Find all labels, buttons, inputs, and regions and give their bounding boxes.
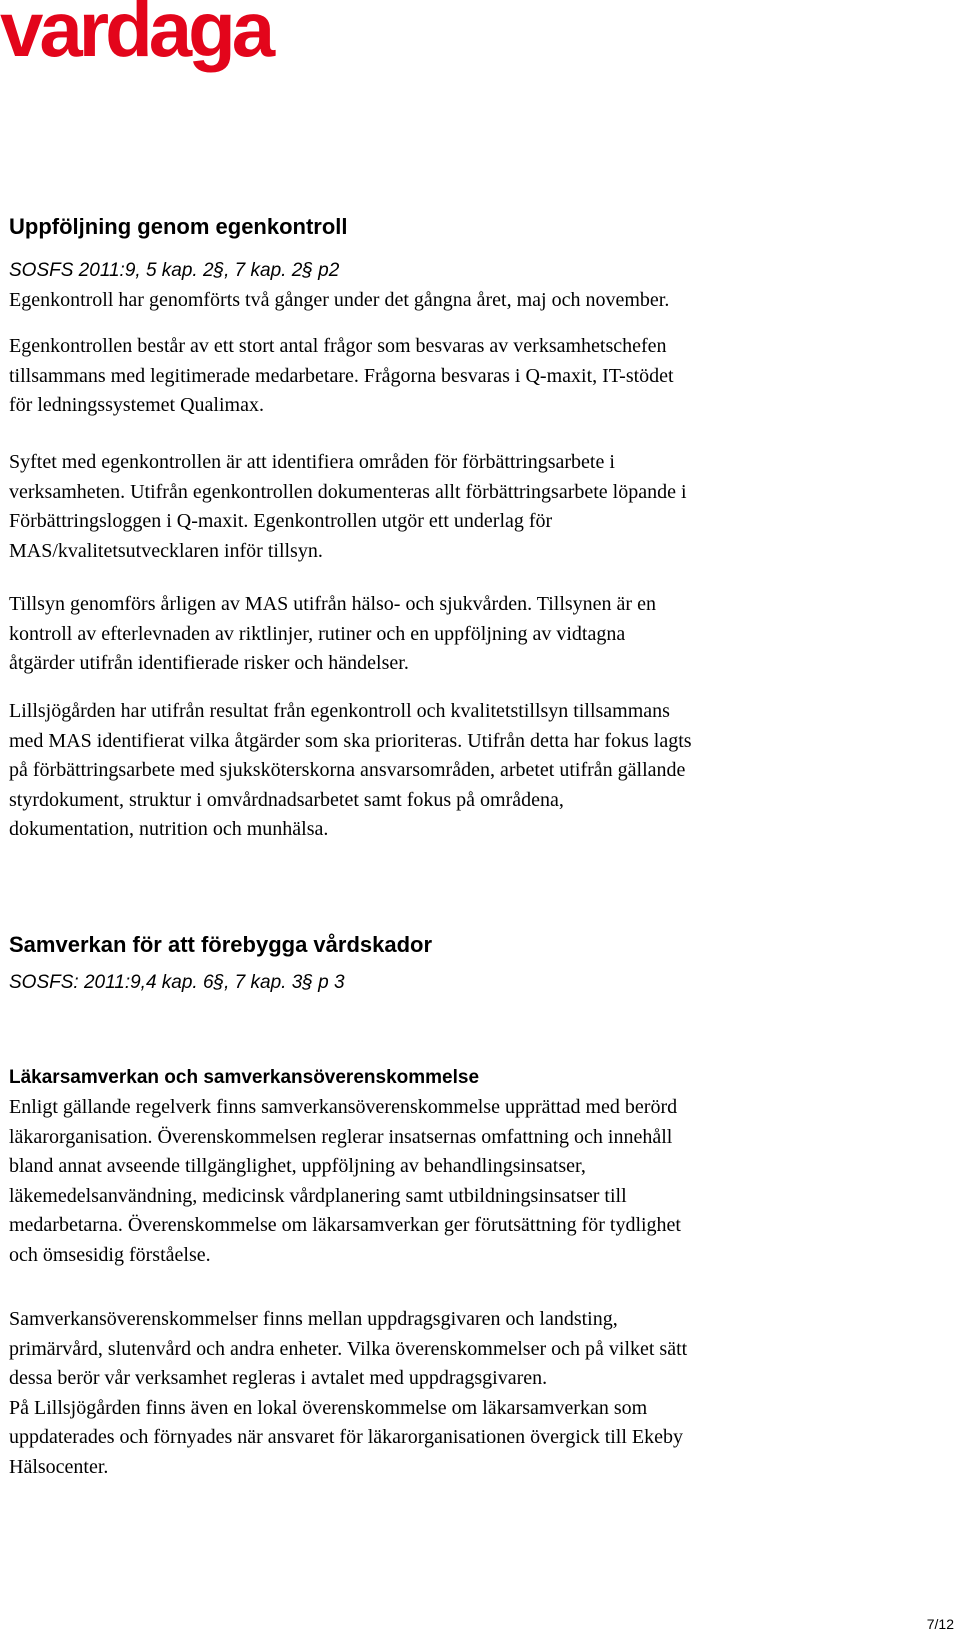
text-line: Egenkontrollen består av ett stort antal frågor som besvaras av verksamhetschefen [9,335,667,357]
text-line: Tillsyn genomförs årligen av MAS utifrån hälso- och sjukvården. Tillsynen är en [9,593,656,615]
text-line: för ledningssystemet Qualimax. [9,394,264,416]
text-line: Syftet med egenkontrollen är att identifiera områden för förbättringsarbete i [9,451,615,473]
text-line: dessa berör vår verksamhet regleras i avtalet med uppdragsgivaren. [9,1367,548,1389]
paragraph [9,697,909,845]
paragraph [9,448,909,566]
section-heading-lakarsamverkan: Läkarsamverkan och samverkansöverenskommelse [9,1067,480,1088]
text-line: Hälsocenter. [9,1455,109,1478]
text-line: och ömsesidig förståelse. [9,1243,211,1266]
text-line: kontroll av efterlevnaden av riktlinjer, rutiner och en uppföljning av vidtagna [9,622,626,645]
text-line: läkemedelsanvändning, medicinsk vårdplanering samt utbildningsinsatser till [9,1184,627,1207]
text-line: primärvård, slutenvård och andra enheter. Vilka överenskommelser och på vilket sätt [9,1337,688,1360]
text-line: med MAS identifierat vilka åtgärder som ska prioriteras. Utifrån detta har fokus lagts [9,729,692,752]
paragraph [9,286,909,316]
text-line: åtgärder utifrån identifierade risker och händelser. [9,652,409,674]
text-line: bland annat avseende tillgänglighet, uppföljning av behandlingsinsatser, [9,1155,586,1177]
paragraph [9,590,909,679]
text-line: uppdaterades och förnyades när ansvaret för läkarorganisationen övergick till Ekeby [9,1426,684,1448]
text-line: verksamheten. Utifrån egenkontrollen dokumenteras allt förbättringsarbete löpande i [9,480,687,503]
text-line: styrdokument, struktur i omvårdnadsarbetet samt fokus på områdena, [9,788,564,811]
text-line: Egenkontroll har genomförts två gånger under det gångna året, maj och november. [9,289,670,311]
paragraph [9,1305,909,1482]
vardaga-logo [0,0,310,90]
text-line: Samverkansöverenskommelser finns mellan uppdragsgivaren och landsting, [9,1308,618,1330]
section-reference-egenkontroll: SOSFS 2011:9, 5 kap. 2§, 7 kap. 2§ p2 [9,260,340,281]
section-reference-samverkan: SOSFS: 2011:9,4 kap. 6§, 7 kap. 3§ p 3 [9,972,345,993]
text-line: läkarorganisation. Överenskommelsen reglerar insatsernas omfattning och innehåll [9,1125,673,1148]
text-line: På Lillsjögården finns även en lokal överenskommelse om läkarsamverkan som [9,1396,648,1419]
paragraph [9,332,909,421]
text-line: tillsammans med legitimerade medarbetare. Frågorna besvaras i Q-maxit, IT-stödet [9,364,674,387]
text-line: medarbetarna. Överenskommelse om läkarsamverkan ger förutsättning för tydlighet [9,1214,681,1236]
text-line: dokumentation, nutrition och munhälsa. [9,818,329,840]
logo-wordmark: vardaga [0,0,272,73]
paragraph [9,1093,909,1270]
section-heading-egenkontroll: Uppföljning genom egenkontroll [9,214,348,239]
text-line: Lillsjögården har utifrån resultat från egenkontroll och kvalitetstillsyn tillsammans [9,700,670,722]
text-line: MAS/kvalitetsutvecklaren inför tillsyn. [9,539,323,562]
text-line: Enligt gällande regelverk finns samverkansöverenskommelse upprättad med berörd [9,1096,678,1118]
text-line: på förbättringsarbete med sjuksköterskorna ansvarsområden, arbetet utifrån gällande [9,759,686,781]
page-number: 7/12 [926,1616,954,1632]
text-line: Förbättringsloggen i Q-maxit. Egenkontrollen utgör ett underlag för [9,510,553,532]
section-heading-samverkan: Samverkan för att förebygga vårdskador [9,932,433,957]
